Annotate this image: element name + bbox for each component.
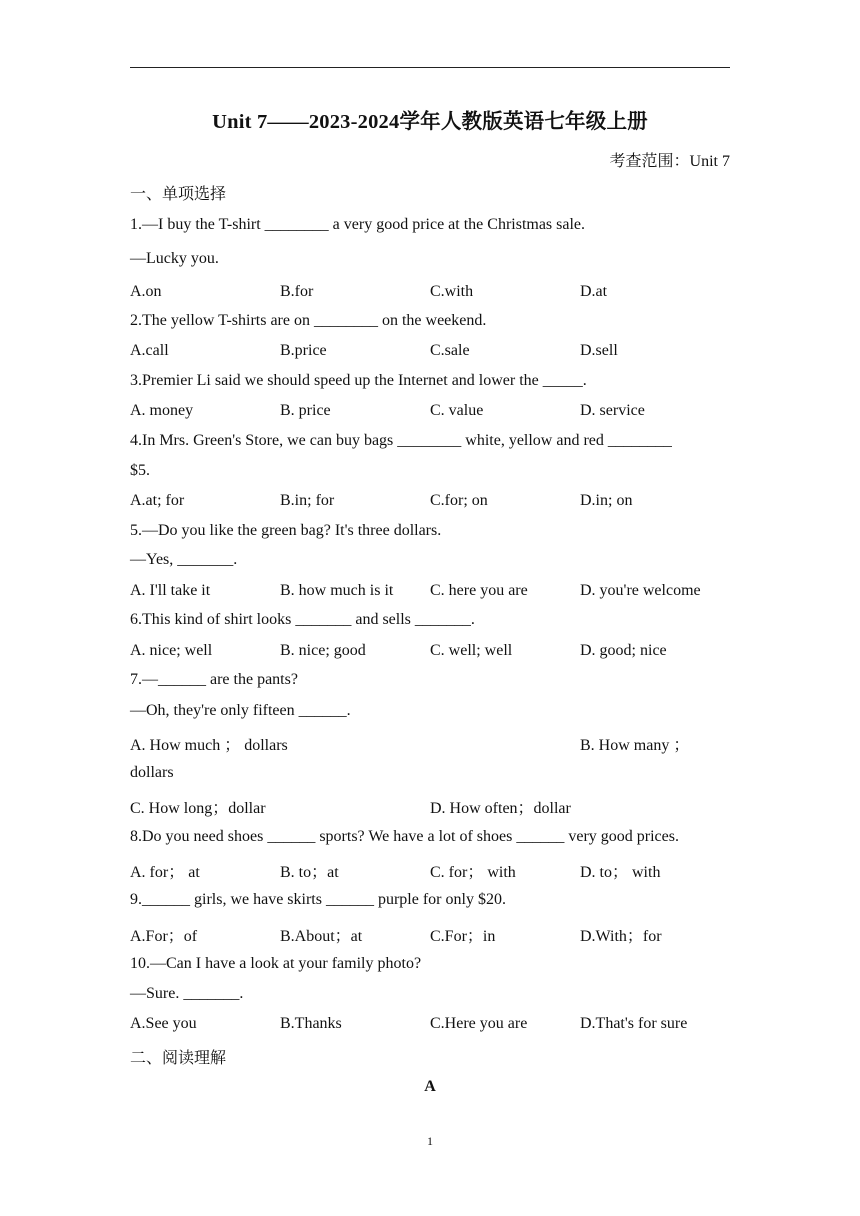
page-number: 1 bbox=[427, 1134, 433, 1148]
option-a: A. I'll take it bbox=[130, 582, 211, 599]
question-7-options-row-1 bbox=[130, 732, 730, 754]
question-6-options bbox=[130, 642, 730, 664]
option-d: D.sell bbox=[580, 342, 618, 359]
question-4-stem-cont: $5. bbox=[130, 462, 150, 479]
option-a: A.See you bbox=[130, 1015, 197, 1032]
option-c: C.with bbox=[430, 283, 474, 300]
option-d: D. to； with bbox=[580, 864, 661, 881]
option-a: A.on bbox=[130, 283, 162, 300]
question-5-options bbox=[130, 582, 730, 604]
option-d: D.That's for sure bbox=[580, 1015, 688, 1032]
question-10-stem: 10.—Can I have a look at your family photo? bbox=[130, 955, 422, 972]
option-b: B.price bbox=[280, 342, 327, 359]
question-4-options bbox=[130, 492, 730, 514]
option-d: D. service bbox=[580, 402, 645, 419]
option-a: A. How much ； dollars bbox=[130, 737, 288, 754]
option-a: A. nice; well bbox=[130, 642, 213, 659]
option-d: D.With；for bbox=[580, 928, 662, 945]
option-b: B. nice; good bbox=[280, 642, 366, 659]
question-4-stem: 4.In Mrs. Green's Store, we can buy bags ________ white, yellow and red ________ bbox=[130, 432, 672, 449]
question-7-options-row-2 bbox=[130, 795, 730, 817]
option-d: D.in; on bbox=[580, 492, 633, 509]
section-heading-multiple-choice: 一、单项选择 bbox=[130, 186, 227, 203]
option-c: C. here you are bbox=[430, 582, 528, 599]
question-3-stem: 3.Premier Li said we should speed up the Internet and lower the _____. bbox=[130, 372, 587, 389]
question-9-options bbox=[130, 923, 730, 945]
question-10-response: —Sure. _______. bbox=[130, 985, 244, 1002]
option-a: A.at; for bbox=[130, 492, 185, 509]
question-1-stem: 1.—I buy the T-shirt ________ a very good price at the Christmas sale. bbox=[130, 216, 586, 233]
question-5-response: —Yes, _______. bbox=[130, 551, 238, 568]
question-6-stem: 6.This kind of shirt looks _______ and sells _______. bbox=[130, 611, 475, 628]
option-d: D.at bbox=[580, 283, 608, 300]
question-3-options bbox=[130, 402, 730, 424]
option-b: B. How many ； bbox=[580, 737, 690, 754]
question-7-stem: 7.—______ are the pants? bbox=[130, 671, 298, 688]
question-2-options bbox=[130, 342, 730, 364]
section-heading-reading: 二、阅读理解 bbox=[130, 1050, 227, 1067]
option-c: C. for； with bbox=[430, 864, 516, 881]
option-c: C. How long；dollar bbox=[130, 800, 266, 817]
question-1-options bbox=[130, 283, 730, 305]
option-d: D. good; nice bbox=[580, 642, 667, 659]
question-9-stem: 9.______ girls, we have skirts ______ purple for only $20. bbox=[130, 891, 506, 908]
option-b: B. to；at bbox=[280, 864, 339, 881]
option-c: C.Here you are bbox=[430, 1015, 528, 1032]
option-c: C.sale bbox=[430, 342, 470, 359]
header-rule bbox=[130, 67, 730, 68]
question-10-options bbox=[130, 1015, 730, 1037]
option-b: B. price bbox=[280, 402, 331, 419]
option-b-cont: dollars bbox=[130, 764, 174, 781]
option-b: B.for bbox=[280, 283, 314, 300]
option-b: B.in; for bbox=[280, 492, 335, 509]
option-c: C. value bbox=[430, 402, 484, 419]
option-d: D. you're welcome bbox=[580, 582, 701, 599]
question-5-stem: 5.—Do you like the green bag? It's three dollars. bbox=[130, 522, 442, 539]
passage-label: A bbox=[424, 1078, 436, 1095]
option-a: A.call bbox=[130, 342, 169, 359]
exam-scope: 考查范围：Unit 7 bbox=[609, 153, 730, 170]
question-8-stem: 8.Do you need shoes ______ sports? We have a lot of shoes ______ very good prices. bbox=[130, 828, 679, 845]
option-a: A.For；of bbox=[130, 928, 198, 945]
option-b: B.Thanks bbox=[280, 1015, 342, 1032]
page-title: Unit 7——2023-2024学年人教版英语七年级上册 bbox=[212, 111, 648, 133]
question-2-stem: 2.The yellow T-shirts are on ________ on the weekend. bbox=[130, 312, 487, 329]
option-a: A. money bbox=[130, 402, 194, 419]
option-d: D. How often；dollar bbox=[430, 800, 571, 817]
option-c: C.for; on bbox=[430, 492, 488, 509]
option-b: B.About；at bbox=[280, 928, 363, 945]
option-b: B. how much is it bbox=[280, 582, 394, 599]
option-c: C.For；in bbox=[430, 928, 496, 945]
question-7-response: —Oh, they're only fifteen ______. bbox=[130, 702, 351, 719]
option-c: C. well; well bbox=[430, 642, 513, 659]
option-a: A. for； at bbox=[130, 864, 200, 881]
question-8-options bbox=[130, 859, 730, 881]
question-1-response: —Lucky you. bbox=[130, 250, 219, 267]
